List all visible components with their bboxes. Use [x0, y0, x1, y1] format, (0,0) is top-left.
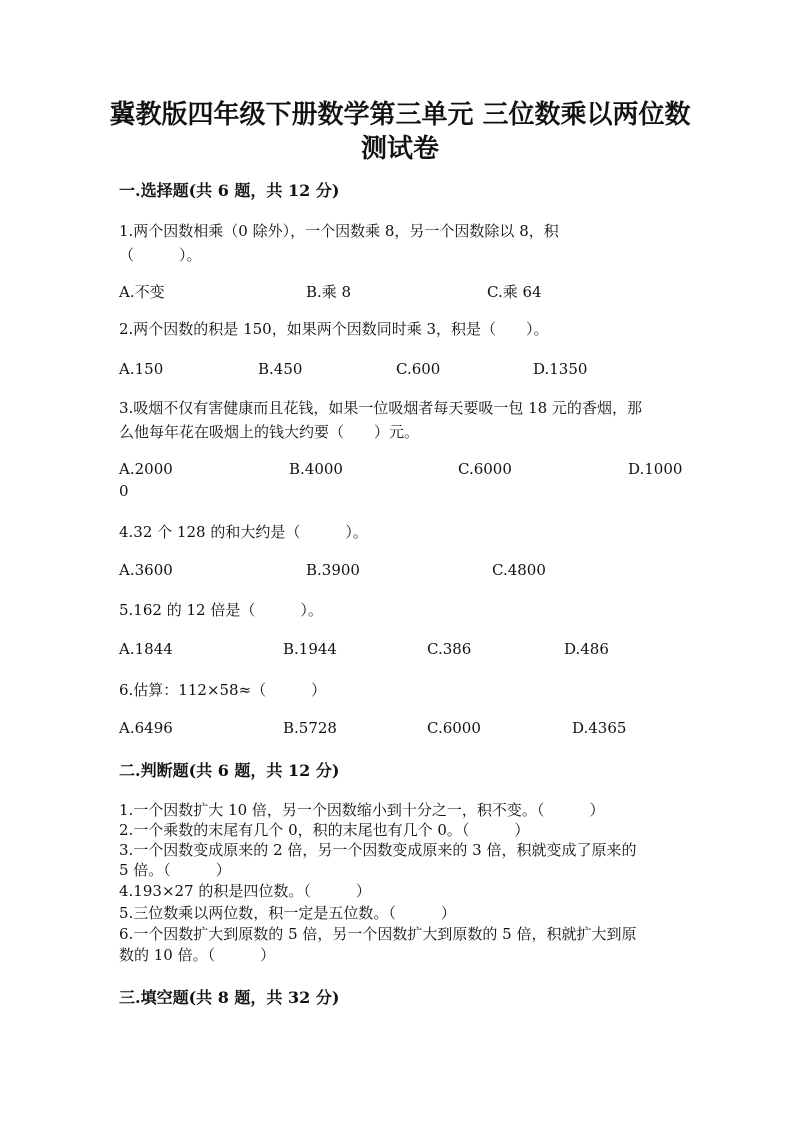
question-4-text: 4.32 个 128 的和大约是（ ）。 — [119, 523, 368, 541]
judgment-line-1: 1.一个因数扩大 10 倍，另一个因数缩小到十分之一，积不变。（ ） — [119, 801, 605, 819]
question-2-option-b: B.450 — [258, 360, 303, 378]
question-5-option-c: C.386 — [427, 640, 472, 658]
judgment-line-3-cont: 5 倍。（ ） — [119, 861, 231, 879]
question-1-text-cont: （ ）。 — [119, 246, 202, 264]
question-6-option-c: C.6000 — [427, 719, 481, 737]
question-3-option-a: A.2000 — [119, 460, 173, 478]
question-3-option-d: D.1000 — [628, 460, 683, 478]
question-2-option-a: A.150 — [119, 360, 164, 378]
question-6-option-a: A.6496 — [119, 719, 173, 737]
question-2-option-c: C.600 — [396, 360, 441, 378]
question-2-option-d: D.1350 — [533, 360, 588, 378]
question-5-option-a: A.1844 — [119, 640, 173, 658]
question-5-option-d: D.486 — [564, 640, 609, 658]
question-3-option-d-wrap: 0 — [119, 482, 129, 500]
judgment-line-5: 5.三位数乘以两位数，积一定是五位数。（ ） — [119, 904, 456, 922]
question-4-option-a: A.3600 — [119, 561, 173, 579]
question-1-text: 1.两个因数相乘（0 除外），一个因数乘 8，另一个因数除以 8，积 — [119, 222, 559, 240]
question-6-text: 6.估算：112×58≈（ ） — [119, 681, 327, 699]
section-heading-judgment: 二.判断题(共 6 题，共 12 分) — [119, 761, 340, 780]
question-1-option-a: A.不变 — [119, 283, 165, 301]
judgment-line-6: 6.一个因数扩大到原数的 5 倍，另一个因数扩大到原数的 5 倍，积就扩大到原 — [119, 925, 637, 943]
question-2-text: 2.两个因数的积是 150，如果两个因数同时乘 3，积是（ ）。 — [119, 320, 549, 338]
section-heading-choice: 一.选择题(共 6 题，共 12 分) — [119, 181, 340, 200]
question-4-option-c: C.4800 — [492, 561, 546, 579]
question-3-option-c: C.6000 — [458, 460, 512, 478]
judgment-line-2: 2.一个乘数的末尾有几个 0，积的末尾也有几个 0。（ ） — [119, 821, 530, 839]
question-3-text-cont: 么他每年花在吸烟上的钱大约要（ ）元。 — [119, 423, 420, 441]
question-3-option-b: B.4000 — [289, 460, 343, 478]
question-3-text: 3.吸烟不仅有害健康而且花钱，如果一位吸烟者每天要吸一包 18 元的香烟，那 — [119, 399, 642, 417]
section-heading-fill: 三.填空题(共 8 题，共 32 分) — [119, 988, 340, 1007]
question-1-option-c: C.乘 64 — [487, 283, 542, 301]
question-6-option-d: D.4365 — [572, 719, 627, 737]
page-title-line2: 测试卷 — [360, 134, 439, 164]
question-4-option-b: B.3900 — [306, 561, 360, 579]
page-title-line1: 冀教版四年级下册数学第三单元 三位数乘以两位数 — [109, 100, 691, 130]
question-5-option-b: B.1944 — [283, 640, 337, 658]
question-1-option-b: B.乘 8 — [306, 283, 352, 301]
judgment-line-4: 4.193×27 的积是四位数。（ ） — [119, 882, 371, 900]
question-6-option-b: B.5728 — [283, 719, 337, 737]
judgment-line-6-cont: 数的 10 倍。（ ） — [119, 946, 276, 964]
question-5-text: 5.162 的 12 倍是（ ）。 — [119, 601, 323, 619]
judgment-line-3: 3.一个因数变成原来的 2 倍，另一个因数变成原来的 3 倍，积就变成了原来的 — [119, 841, 637, 859]
